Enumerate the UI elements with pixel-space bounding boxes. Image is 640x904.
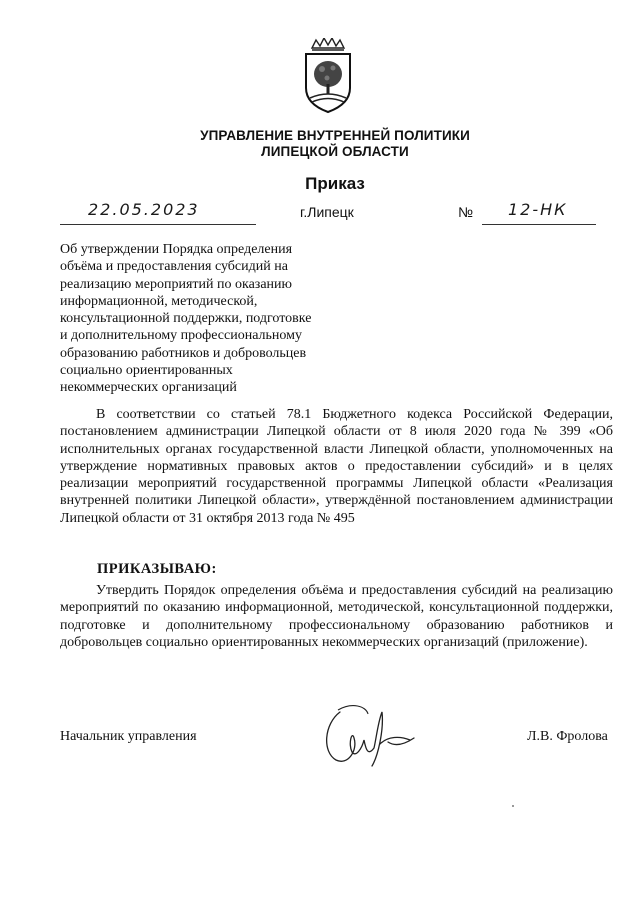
order-paragraph: Утвердить Порядок определения объёма и предоставления субсидий на реализацию мероприятий по оказанию информационной, методической, консультационной поддержки, подготовке и дополнительному профессиональному образованию работников и добровольцев социально ориентированных некоммерческих организаций (приложение). bbox=[60, 583, 613, 650]
document-type: Приказ bbox=[305, 174, 365, 193]
subject-line: консультационной поддержки, подготовке bbox=[60, 311, 312, 327]
lipetsk-coat-of-arms-icon bbox=[298, 38, 358, 114]
handwritten-signature bbox=[318, 700, 418, 770]
subject-line: некоммерческих организаций bbox=[60, 380, 237, 396]
subject-line: объёма и предоставления субсидий на bbox=[60, 259, 288, 275]
subject-line: Об утверждении Порядка определения bbox=[60, 242, 293, 257]
city: г.Липецк bbox=[300, 204, 354, 220]
date-field bbox=[60, 200, 256, 225]
handwritten-date: 22.05.2023 bbox=[88, 200, 200, 219]
organization-name bbox=[150, 128, 520, 160]
document-subject bbox=[60, 241, 350, 397]
subject-line: и дополнительному профессиональному bbox=[60, 328, 303, 344]
organization-name-line-1: УПРАВЛЕНИЕ ВНУТРЕННЕЙ ПОЛИТИКИ bbox=[200, 128, 470, 143]
order-heading: ПРИКАЗЫВАЮ: bbox=[97, 561, 217, 577]
number-sign: № bbox=[458, 204, 474, 220]
handwritten-number: 12-НК bbox=[508, 200, 568, 219]
subject-line: социально ориентированных bbox=[60, 363, 233, 379]
number-field bbox=[482, 200, 596, 225]
subject-line: образованию работников и добровольцев bbox=[60, 345, 307, 361]
subject-line: реализацию мероприятий по оказанию bbox=[60, 276, 292, 292]
scan-speck bbox=[512, 805, 514, 807]
preamble-paragraph: В соответствии со статьей 78.1 Бюджетного кодекса Российской Федерации, постановлением администрации Липецкой области от 8 июля 2020 года № 399 «Об исполнительных органах государственной власти Липецкой области, уполномоченных на утверждение нормативных правовых актов о предоставлении субсидий» и в целях реализации мероприятий государственной программы Липецкой области «Реализация внутренней политики Липецкой области», утверждённой постановлением администрации Липецкой области от 31 октября 2013 года № 495 bbox=[60, 407, 613, 526]
organization-name-line-2: ЛИПЕЦКОЙ ОБЛАСТИ bbox=[261, 144, 409, 159]
signatory-name: Л.В. Фролова bbox=[527, 729, 608, 744]
subject-line: информационной, методической, bbox=[60, 293, 258, 309]
signatory-position: Начальник управления bbox=[60, 729, 197, 744]
